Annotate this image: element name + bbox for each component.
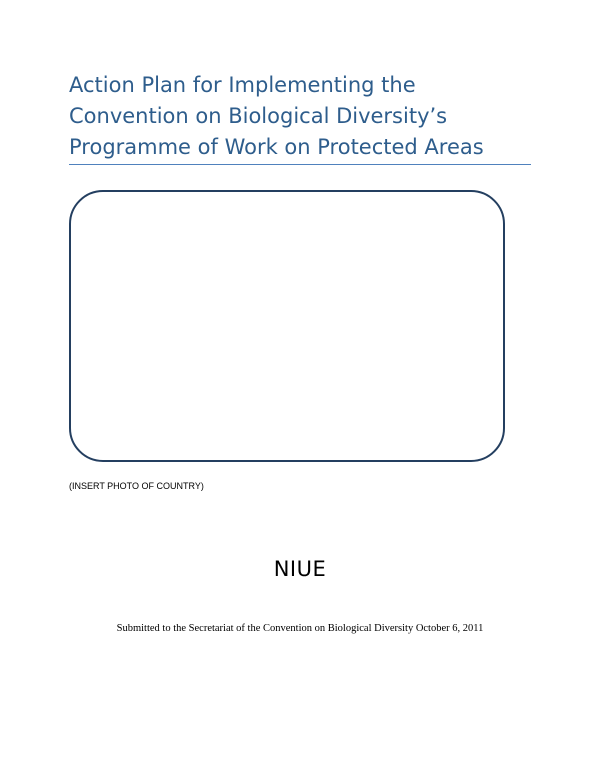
title-line-1: Action Plan for Implementing the xyxy=(69,73,416,97)
photo-caption: (INSERT PHOTO OF COUNTRY) xyxy=(69,481,204,491)
title-underline-rule xyxy=(69,164,531,165)
submission-note: Submitted to the Secretariat of the Convention on Biological Diversity October 6, 2011 xyxy=(116,623,484,634)
title-line-2: Convention on Biological Diversity’s xyxy=(69,104,448,128)
title-line-3: Programme of Work on Protected Areas xyxy=(69,135,484,159)
photo-placeholder-frame xyxy=(69,190,505,462)
document-title xyxy=(69,70,531,163)
country-name: NIUE xyxy=(273,557,327,581)
